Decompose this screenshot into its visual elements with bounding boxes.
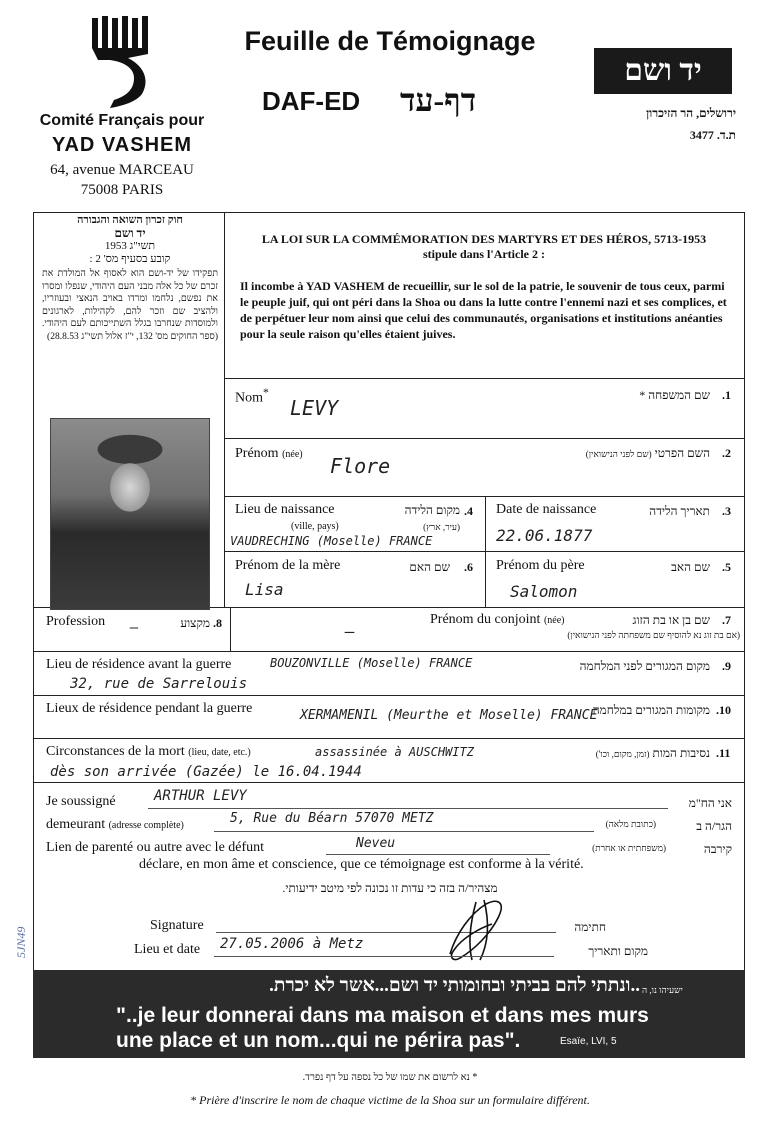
residing-label: demeurant (adresse complète) <box>46 817 184 832</box>
place-date-label-hebrew: מקום ותאריך <box>588 944 648 958</box>
field-2-label-hebrew: השם הפרטי (שם לפני הנישואין) <box>585 446 710 460</box>
banner-hebrew-reference: ישעיהו נו, ה <box>642 985 683 995</box>
residing-line <box>214 831 594 832</box>
residing-label-hebrew: הגר/ה ב <box>696 819 732 833</box>
relation-value[interactable]: Neveu <box>356 836 396 851</box>
relation-line <box>326 854 550 855</box>
row-11-bottom <box>33 782 745 783</box>
committee-yad-vashem: YAD VASHEM <box>51 134 193 156</box>
form-title: Feuille de Témoignage <box>244 26 536 56</box>
jerusalem-address-hebrew: ירושלים, הר הזיכרון <box>646 106 736 120</box>
place-date-label: Lieu et date <box>134 942 201 957</box>
banner-french-reference: Esaïe, LVI, 5 <box>560 1036 617 1047</box>
signature-mark-icon[interactable] <box>440 894 516 964</box>
relation-label: Lien de parenté ou autre avec le défunt <box>46 840 265 855</box>
banner-french-quote-line-2: une place et un nom...qui ne périra pas". <box>116 1029 521 1052</box>
row-2-bottom <box>224 496 744 497</box>
residing-value[interactable]: 5, Rue du Béarn 57070 METZ <box>230 811 434 826</box>
form-code: DAF-ED <box>262 86 361 116</box>
field-4-value[interactable]: VAUDRECHING (Moselle) FRANCE <box>230 534 433 548</box>
declaration-hebrew: מצהיר/ה בזה כי עדות זו נכונה לפי מיטב ידיעותי. <box>282 881 498 895</box>
footnote-hebrew: * נא לרשום את שמו של כל נספה על דף נפרד. <box>302 1072 478 1083</box>
field-9-label-hebrew: מקום המגורים לפני המלחמה <box>579 659 710 673</box>
law-subtitle: stipule dans l'Article 2 : <box>423 247 545 261</box>
footnote-french: * Prière d'inscrire le nom de chaque victime de la Shoa sur un formulaire différent. <box>190 1093 590 1107</box>
field-11-label-hebrew: נסיבות המות (זמן, מקום, וכו') <box>595 746 710 760</box>
field-7-label-hebrew-note: (אם בת זוג נא להוסיף שם משפחתה לפני הנישואין) <box>567 630 740 640</box>
field-6-value[interactable]: Lisa <box>245 580 284 599</box>
place-date-line <box>214 956 554 957</box>
field-3-value[interactable]: 22.06.1877 <box>496 526 593 545</box>
form-code-hebrew: דף-עד <box>400 82 477 118</box>
relation-label-hebrew: קירבה <box>703 842 732 856</box>
law-hebrew-title: חוק זכרון השואה והגבורה <box>77 214 183 226</box>
undersigned-label: Je soussigné <box>46 794 116 809</box>
field-4-number: .4 <box>464 504 473 518</box>
place-date-value[interactable]: 27.05.2006 à Metz <box>220 936 364 952</box>
field-5-value[interactable]: Salomon <box>510 582 578 601</box>
field-7-label-hebrew: שם בן או בת הזוג <box>632 613 710 627</box>
field-1-number: .1 <box>722 388 731 402</box>
law-hebrew-yad-vashem: יד ושם <box>114 226 146 240</box>
law-hebrew-text <box>36 214 224 343</box>
field-1-value[interactable]: LEVY <box>290 396 339 420</box>
field-8-number: .8 <box>213 616 222 630</box>
row-3-bottom <box>224 551 744 552</box>
law-bottom <box>224 378 744 379</box>
banner-french-quote-line-1: "..je leur donnerai dans ma maison et dans mes murs <box>116 1004 649 1027</box>
field-3-label: Date de naissance <box>496 502 597 517</box>
frame-right <box>744 212 745 970</box>
field-3-label-hebrew: תאריך הלידה <box>649 504 710 518</box>
field-6-label-hebrew: שם האם <box>409 560 450 574</box>
field-6-label: Prénom de la mère <box>235 558 341 573</box>
declaration: déclare, en mon âme et conscience, que ce témoignage est conforme à la vérité. <box>139 857 584 872</box>
address-line-1: 64, avenue MARCEAU <box>50 162 194 178</box>
menorah-logo-icon <box>88 14 154 110</box>
frame-left <box>33 212 34 970</box>
field-10-label-hebrew: מקומות המגורים במלחמה <box>592 703 710 717</box>
law-hebrew-year: תשי"ג 1953 <box>104 240 156 252</box>
row-5-divider <box>230 607 231 652</box>
undersigned-label-hebrew: אני הח"מ <box>688 796 732 810</box>
field-5-number: .5 <box>722 560 731 574</box>
field-2-number: .2 <box>722 446 731 460</box>
field-10-label: Lieux de résidence pendant la guerre <box>46 701 253 716</box>
field-7-label: Prénom du conjoint (née) <box>430 612 565 627</box>
field-1-label: Nom* <box>235 386 269 406</box>
row-9-bottom <box>33 695 745 696</box>
law-divider <box>224 212 225 607</box>
field-6-number: .6 <box>464 560 473 574</box>
committee-name: Comité Français pour <box>39 112 205 129</box>
undersigned-line <box>148 808 668 809</box>
field-2-label: Prénom (née) <box>235 446 303 461</box>
field-9-value-line-2[interactable]: 32, rue de Sarrelouis <box>70 676 248 692</box>
yad-vashem-logo: יד ושם <box>594 48 732 94</box>
row-10-bottom <box>33 738 745 739</box>
field-4-label-hebrew: מקום הלידה (עיר, ארץ) <box>404 503 460 532</box>
field-2-value[interactable]: Flore <box>330 454 391 478</box>
field-11-value-line-2[interactable]: dès son arrivée (Gazée) le 16.04.1944 <box>50 764 362 780</box>
field-10-number: .10 <box>716 703 731 717</box>
law-hebrew-article: קובע בסעיף מס' 2 : <box>89 253 171 265</box>
field-9-label: Lieu de résidence avant la guerre <box>46 657 232 672</box>
banner-hebrew-quote: ..ונתתי להם בביתי ובחומותי יד ושם...אשר לא יכרת. <box>269 975 640 996</box>
field-8-label: Profession <box>46 614 106 629</box>
relation-label-hebrew-note: (משפחתית או אחרת) <box>592 843 666 853</box>
side-handwritten-note: 5JN49 <box>14 926 28 958</box>
field-8-value[interactable]: — <box>130 620 139 636</box>
residing-label-hebrew-note: (כתובת מלאה) <box>605 819 656 829</box>
field-10-value[interactable]: XERMAMENIL (Meurthe et Moselle) FRANCE <box>300 708 598 723</box>
po-box-hebrew: ת.ד. 3477 <box>689 128 736 142</box>
field-1-label-hebrew: שם המשפחה * <box>639 388 710 402</box>
field-8-label-hebrew: מקצוע <box>180 616 210 630</box>
field-11-value[interactable]: assassinée à AUSCHWITZ <box>315 745 474 759</box>
law-body: Il incombe à YAD VASHEM de recueillir, sur le sol de la patrie, le souvenir de tous ceux, parmi le peuple juif, qui ont péri dans la Shoa ou dans la lutte contre l'ennemi nazi et ses complices, et de perpétuer leur nom ainsi que celui des communautés, organisations et institutions anéanties pour la seule raison qu'elles étaient juives. <box>240 279 727 341</box>
field-5-label-hebrew: שם האב <box>671 560 710 574</box>
field-5-label: Prénom du père <box>496 558 585 573</box>
field-7-value[interactable]: — <box>345 622 355 641</box>
row-5-bottom <box>33 651 745 652</box>
field-3-number: .3 <box>722 504 731 518</box>
undersigned-value[interactable]: ARTHUR LEVY <box>154 788 247 804</box>
address-line-2: 75008 PARIS <box>80 182 164 198</box>
victim-photo <box>50 418 210 610</box>
row-1-bottom <box>224 438 744 439</box>
signature-label-hebrew: חתימה <box>574 920 606 934</box>
law-title: LA LOI SUR LA COMMÉMORATION DES MARTYRS ET DES HÉROS, 5713-1953 <box>261 232 707 246</box>
field-11-label: Circonstances de la mort (lieu, date, etc.) <box>46 744 251 759</box>
row-3-divider <box>485 496 486 608</box>
signature-label: Signature <box>150 918 204 933</box>
law-hebrew-body: תפקידו של יד-ושם הוא לאסוף אל המולדת את זכרם של כל אלה מבני העם היהודי, שנפלו ומסרו את נפשם, נלחמו ומרדו באויב הנאצי ובעוזריו, ולהציב שם וזכר להם, לקהילות, לארגונים ולמוסדות שנחרבו בגלל השתייכותם לעם היהודי. (ספר החוקים מס' 132, י"ז אלול תשי"ג 28.8.53) <box>42 269 218 342</box>
field-4-label: Lieu de naissance (ville, pays) <box>235 502 339 532</box>
field-11-number: .11 <box>716 746 731 760</box>
frame-top <box>33 212 745 213</box>
field-7-number: .7 <box>722 613 731 627</box>
field-9-value[interactable]: BOUZONVILLE (Moselle) FRANCE <box>270 656 473 670</box>
field-9-number: .9 <box>722 659 731 673</box>
